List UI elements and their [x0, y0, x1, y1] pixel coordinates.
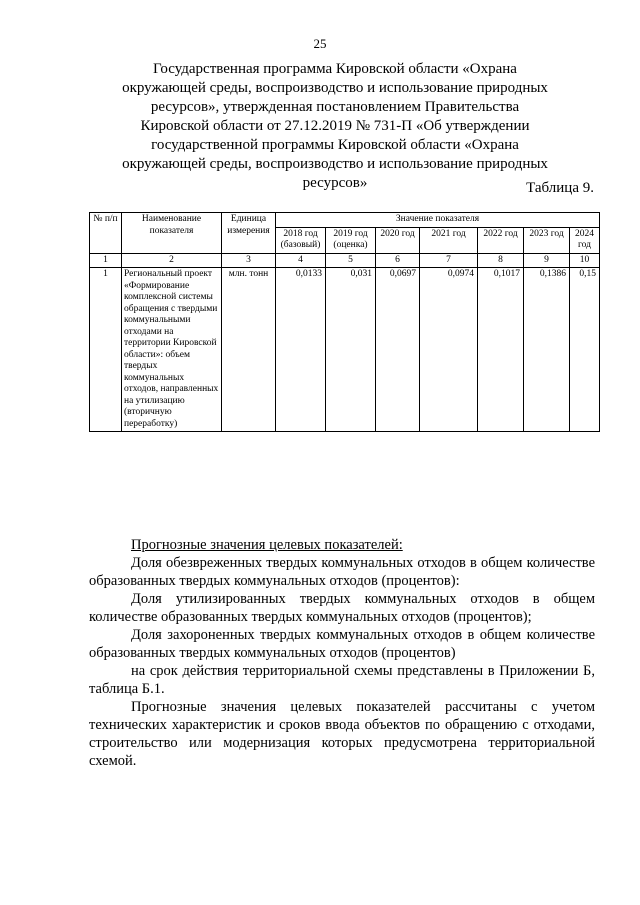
- column-number: 10: [570, 253, 600, 268]
- header-number: № п/п: [90, 213, 122, 254]
- forecast-section: [89, 536, 595, 770]
- column-number: 2: [122, 253, 222, 268]
- indicators-table: [89, 212, 600, 432]
- row-value: 0,15: [570, 268, 600, 432]
- row-number: 1: [90, 268, 122, 432]
- column-number: 1: [90, 253, 122, 268]
- header-year: 2022 год: [478, 227, 524, 253]
- appendix-note: на срок действия территориальной схемы представлены в Приложении Б, таблица Б.1.: [89, 663, 595, 697]
- table-row: [90, 268, 600, 432]
- column-number: 4: [276, 253, 326, 268]
- column-number: 6: [376, 253, 420, 268]
- row-indicator-name: Региональный проект «Формирование комплексной системы обращения с твердыми коммунальными отходами на территории Кировской области»: объем твердых коммунальных отходов, направленных на утилизацию (вторичную переработку): [122, 268, 222, 432]
- header-name: Наименование показателя: [122, 213, 222, 254]
- row-value: 0,1017: [478, 268, 524, 432]
- row-value: 0,0974: [420, 268, 478, 432]
- header-year: 2019 год (оценка): [326, 227, 376, 253]
- page-number: 25: [313, 36, 327, 51]
- column-number: 3: [222, 253, 276, 268]
- row-value: 0,0133: [276, 268, 326, 432]
- header-year: 2024 год: [570, 227, 600, 253]
- column-number-row: [90, 253, 600, 268]
- column-number: 8: [478, 253, 524, 268]
- row-value: 0,1386: [524, 268, 570, 432]
- document-heading: Государственная программа Кировской области «Охрана окружающей среды, воспроизводство и использование природных ресурсов», утвержденная постановлением Правительства Кировской области от 27.12.2019 № 731-П «Об утверждении государственной программы Кировской области «Охрана окружающей среды, воспроизводство и использование природных ресурсов»: [122, 61, 548, 191]
- column-number: 7: [420, 253, 478, 268]
- header-row-1: [90, 213, 600, 228]
- header-year: 2021 год: [420, 227, 478, 253]
- table-label: Таблица 9.: [526, 180, 594, 196]
- header-year: 2018 год (базовый): [276, 227, 326, 253]
- forecast-item: Доля обезвреженных твердых коммунальных отходов в общем количестве образованных твердых коммунальных отходов (процентов):: [89, 555, 595, 589]
- forecast-item: Доля захороненных твердых коммунальных отходов в общем количестве образованных твердых коммунальных отходов (процентов): [89, 627, 595, 661]
- column-number: 9: [524, 253, 570, 268]
- column-number: 5: [326, 253, 376, 268]
- forecast-item: Доля утилизированных твердых коммунальных отходов в общем количестве образованных твердых коммунальных отходов (процентов);: [89, 591, 595, 625]
- header-unit: Единица измерения: [222, 213, 276, 254]
- row-unit: млн. тонн: [222, 268, 276, 432]
- closing-paragraph: Прогнозные значения целевых показателей рассчитаны с учетом технических характеристик и сроков ввода объектов по обращению с отходами, строительство или модернизация которых предусмотрена территориальной схемой.: [89, 699, 595, 769]
- header-year: 2020 год: [376, 227, 420, 253]
- forecast-title: Прогнозные значения целевых показателей:: [131, 537, 403, 553]
- row-value: 0,031: [326, 268, 376, 432]
- row-value: 0,0697: [376, 268, 420, 432]
- header-year: 2023 год: [524, 227, 570, 253]
- header-values-group: Значение показателя: [276, 213, 600, 228]
